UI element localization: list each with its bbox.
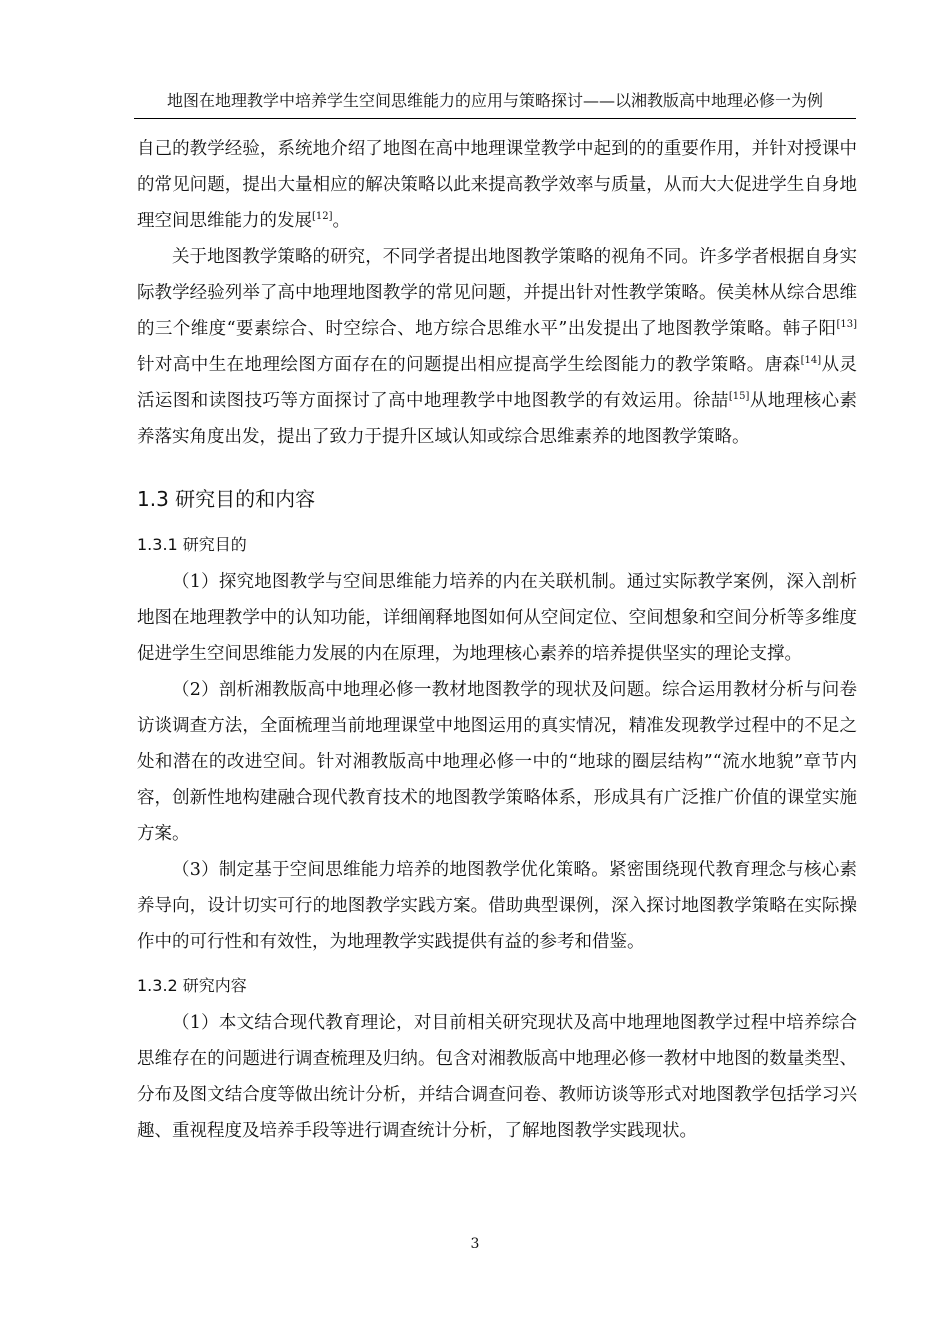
paragraph-text: 从灵活运图和读图技巧等方面探讨了高中地理教学中地图教学的有效运用。徐喆 [137, 355, 858, 411]
list-paragraph: （1）本文结合现代教育理论，对目前相关研究现状及高中地理地图教学过程中培养综合思维存在的问题进行调查梳理及归纳。包含对湘教版高中地理必修一教材中地图的数量类型、分布及图文结合度等做出统计分析，并结合调查问卷、教师访谈等形式对地图教学包括学习兴趣、重视程度及培养手段等进行调查统计分析，了解地图教学实践现状。 [137, 1013, 857, 1141]
list-paragraph: （2）剖析湘教版高中地理必修一教材地图教学的现状及问题。综合运用教材分析与问卷访谈调查方法，全面梳理当前地理课堂中地图运用的真实情况，精准发现教学过程中的不足之处和潜在的改进空间。针对湘教版高中地理必修一中的“地球的圈层结构”“流水地貌”章节内容，创新性地构建融合现代教育技术的地图教学策略体系，形成具有广泛推广价值的课堂实施方案。 [137, 680, 857, 844]
paragraph-text: 自己的教学经验，系统地介绍了地图在高中地理课堂教学中起到的的重要作用，并针对授课中的常见问题，提出大量相应的解决策略以此来提高教学效率与质量，从而大大促进学生自身地理空间思维能力的发展 [137, 139, 857, 231]
section-heading: 1.3 研究目的和内容 [137, 487, 316, 511]
citation-ref: [13] [836, 319, 857, 330]
subsection-heading: 1.3.1 研究目的 [137, 535, 247, 554]
citation-ref: [12] [312, 211, 333, 222]
paragraph-text: 。 [332, 211, 351, 231]
citation-ref: [14] [800, 355, 822, 366]
list-paragraph: （3）制定基于空间思维能力培养的地图教学优化策略。紧密围绕现代教育理念与核心素养导向，设计切实可行的地图教学实践方案。借助典型课例，深入探讨地图教学策略在实际操作中的可行性和有效性，为地理教学实践提供有益的参考和借鉴。 [137, 860, 857, 952]
subsection-heading: 1.3.2 研究内容 [137, 976, 247, 995]
document-body [137, 131, 857, 1149]
paragraph-text: 关于地图教学策略的研究，不同学者提出地图教学策略的视角不同。许多学者根据自身实际教学经验列举了高中地理地图教学的常见问题，并提出针对性教学策略。侯美林从综合思维的三个维度“要素综合、时空综合、地方综合思维水平”出发提出了地图教学策略。韩子阳 [137, 247, 857, 339]
list-paragraph: （1）探究地图教学与空间思维能力培养的内在关联机制。通过实际教学案例，深入剖析地图在地理教学中的认知功能，详细阐释地图如何从空间定位、空间想象和空间分析等多维度促进学生空间思维能力发展的内在原理，为地理核心素养的培养提供坚实的理论支撑。 [137, 572, 857, 664]
citation-ref: [15] [728, 391, 750, 402]
paragraph-text: 从地理核心素养落实角度出发，提出了致力于提升区域认知或综合思维素养的地图教学策略。 [137, 391, 858, 447]
header-rule [134, 118, 856, 119]
paragraph-text: 针对高中生在地理绘图方面存在的问题提出相应提高学生绘图能力的教学策略。唐森 [137, 355, 801, 375]
running-header: 地图在地理教学中培养学生空间思维能力的应用与策略探讨——以湘教版高中地理必修一为例 [166, 91, 823, 110]
body-paragraph [137, 131, 857, 239]
page-number: 3 [470, 1236, 480, 1252]
body-paragraph [137, 239, 857, 455]
